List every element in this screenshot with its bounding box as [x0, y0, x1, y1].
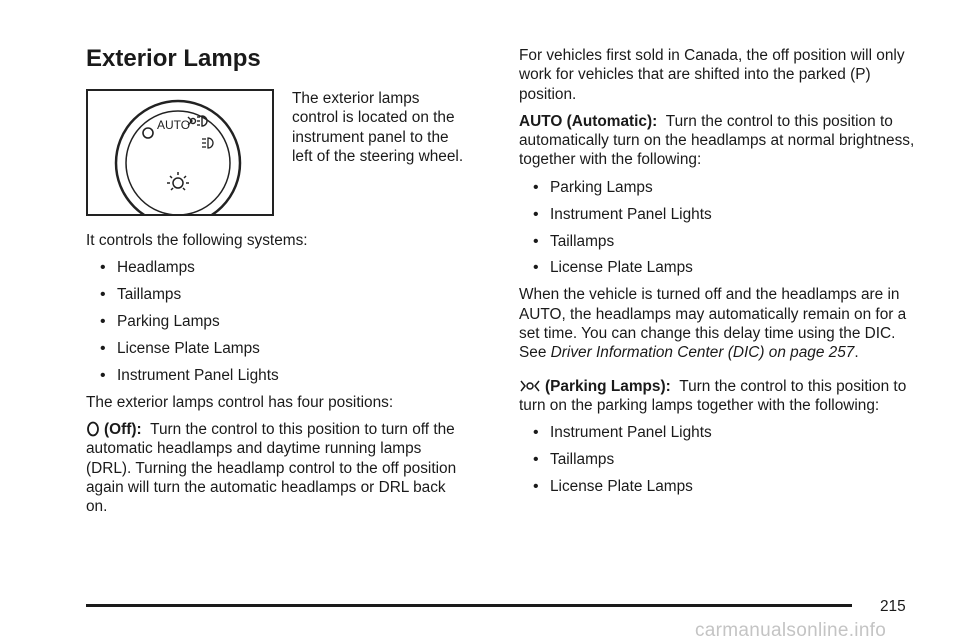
parking-list — [519, 423, 919, 496]
delay-text: When the vehicle is turned off and the headlamps are in AUTO, the headlamps may automatically remain on for a set time. You can change this delay time using the DIC. See — [519, 286, 907, 362]
parking-description: Turn the control to this position to turn on the parking lamps together with the following: — [519, 377, 907, 414]
list-item: • Taillamps — [519, 450, 919, 469]
dic-reference-link[interactable]: Driver Information Center (DIC) on page 257 — [550, 344, 855, 362]
auto-label: AUTO — [157, 118, 191, 132]
controls-lead: It controls the following systems: — [86, 232, 308, 249]
positions-lead: The exterior lamps control has four positions: — [86, 393, 394, 411]
off-description: Turn the control to this position to turn off the automatic headlamps and daytime running lamps (DRL). Turning the headlamp control to the off position again will turn the automatic headlamps or DRL back on. — [86, 421, 457, 516]
watermark: carmanualsonline.info — [695, 620, 887, 640]
parking-lamps-icon — [519, 378, 541, 394]
headlamps-icon — [197, 116, 207, 126]
auto-description: Turn the control to this position to automatically turn on the headlamps at normal brightness, together with the following: — [519, 112, 915, 169]
list-item: • Parking Lamps — [86, 312, 466, 331]
page-title: Exterior Lamps — [86, 45, 261, 72]
list-item: • License Plate Lamps — [86, 339, 466, 358]
list-item: • License Plate Lamps — [519, 258, 919, 277]
off-icon — [86, 421, 100, 437]
list-item: • Taillamps — [86, 285, 466, 304]
page-number: 215 — [880, 598, 906, 615]
parking-position-paragraph — [519, 377, 919, 416]
footer-rule — [86, 604, 852, 607]
auto-position-paragraph — [519, 112, 919, 170]
list-item: • Parking Lamps — [519, 178, 919, 197]
list-item: • Instrument Panel Lights — [86, 366, 466, 385]
figure-section — [86, 89, 466, 221]
list-item: • Instrument Panel Lights — [519, 205, 919, 224]
list-item: • Headlamps — [86, 258, 466, 277]
delay-end: . — [854, 344, 859, 362]
auto-list — [519, 178, 919, 278]
off-icon — [143, 128, 153, 138]
exterior-lamps-control-figure — [86, 89, 274, 216]
delay-paragraph — [519, 285, 919, 362]
auto-term: AUTO (Automatic): — [519, 112, 658, 130]
left-column — [86, 44, 466, 525]
canada-note: For vehicles first sold in Canada, the off position will only work for vehicles that are shifted into the parked (P) position. — [519, 47, 905, 103]
off-term: (Off): — [104, 421, 142, 439]
list-item: • Taillamps — [519, 232, 919, 251]
right-column — [519, 46, 919, 504]
parking-term: (Parking Lamps): — [545, 377, 671, 395]
list-item: • Instrument Panel Lights — [519, 423, 919, 442]
control-dial-illustration — [88, 91, 272, 214]
high-beam-icon — [202, 138, 213, 148]
off-position-paragraph — [86, 420, 466, 516]
list-item: • License Plate Lamps — [519, 477, 919, 496]
systems-list — [86, 258, 466, 385]
instrument-brightness-icon — [167, 172, 189, 190]
intro-text: The exterior lamps control is located on the instrument panel to the left of the steering wheel. — [292, 90, 464, 165]
